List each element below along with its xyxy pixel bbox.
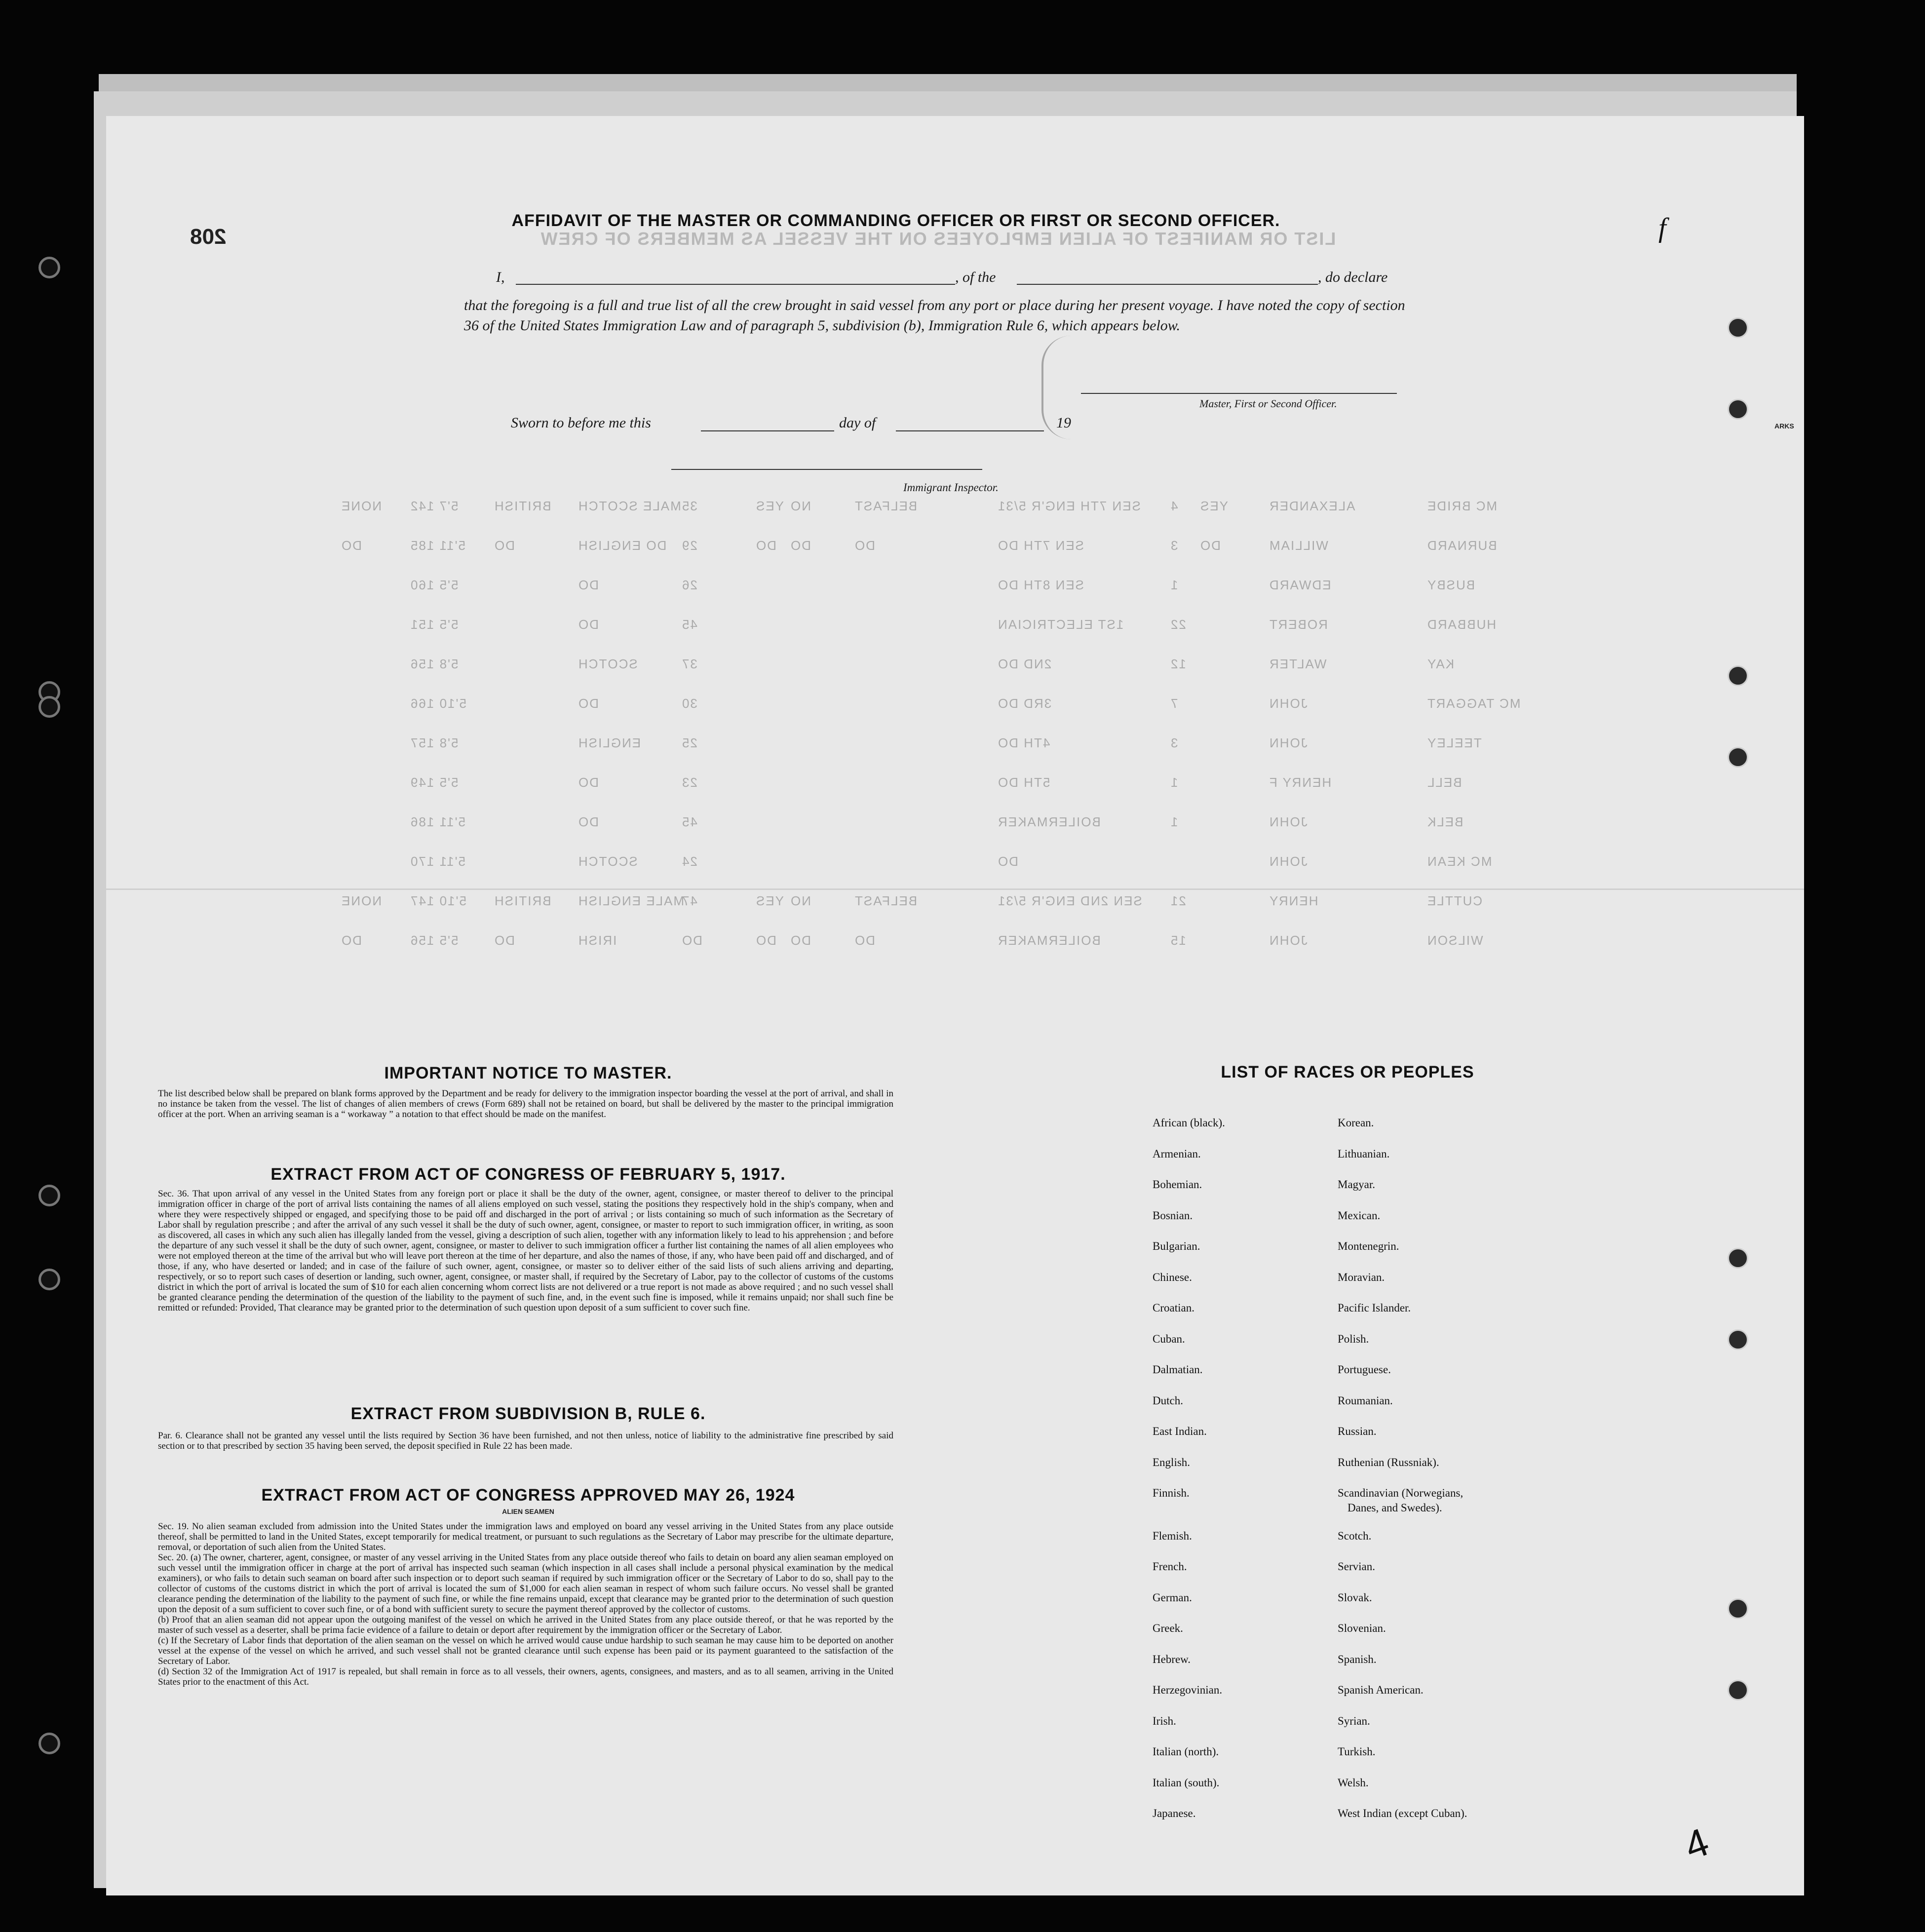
race-item: Herzegovinian. bbox=[1153, 1684, 1223, 1696]
race-item: Scandinavian (Norwegians, bbox=[1338, 1487, 1463, 1499]
bleed-cell: BELFAST bbox=[854, 499, 918, 513]
punch-hole bbox=[1728, 665, 1748, 686]
bleed-cell: TEELEY bbox=[1426, 735, 1482, 750]
bleed-cell: DO bbox=[854, 538, 875, 553]
bleed-cell: DO bbox=[341, 933, 362, 948]
bleed-cell: SCOTCH bbox=[578, 657, 638, 671]
binder-pin bbox=[38, 1185, 60, 1206]
bleed-cell: WILSON bbox=[1426, 933, 1483, 948]
sworn-day-line bbox=[701, 430, 834, 431]
bleed-cell: MC BRIDE bbox=[1426, 499, 1498, 513]
bleed-cell: BOILERMAKER bbox=[997, 814, 1101, 829]
extract-1924-subtitle: ALIEN SEAMEN bbox=[502, 1507, 554, 1515]
bleed-cell: DO bbox=[755, 933, 776, 948]
bleed-cell: SEN 7TH DO bbox=[997, 538, 1084, 553]
bleed-cell: 21 bbox=[1170, 893, 1186, 908]
master-signature-line bbox=[1081, 393, 1397, 394]
bleed-cell: 5'5 160 bbox=[410, 578, 459, 592]
bleed-cell: IRISH bbox=[578, 933, 617, 948]
race-item: Montenegrin. bbox=[1338, 1240, 1399, 1252]
bleed-cell: WILLIAM bbox=[1269, 538, 1328, 553]
bleed-cell: HUBBARD bbox=[1426, 617, 1497, 632]
bleed-cell: BOILERMAKER bbox=[997, 933, 1101, 948]
race-item: Polish. bbox=[1338, 1332, 1369, 1345]
bleed-cell: ALEXANDER bbox=[1269, 499, 1355, 513]
bleed-cell: 3 bbox=[1170, 735, 1178, 750]
bleed-cell: NO bbox=[790, 893, 811, 908]
inspector-label: Immigrant Inspector. bbox=[903, 481, 999, 494]
bleed-marks-text: ARKS bbox=[1774, 422, 1794, 430]
punch-hole bbox=[1728, 1248, 1748, 1269]
stamp-number: 208 bbox=[190, 225, 227, 249]
race-item: French. bbox=[1153, 1560, 1187, 1573]
race-item: Moravian. bbox=[1338, 1271, 1385, 1283]
bleed-cell: BELFAST bbox=[854, 893, 918, 908]
bleed-cell: DO bbox=[578, 696, 599, 711]
bleed-cell: 1 bbox=[1170, 775, 1178, 790]
race-item: East Indian. bbox=[1153, 1425, 1207, 1437]
bleed-cell: 5'8 156 bbox=[410, 657, 459, 671]
bleed-row bbox=[197, 775, 1530, 795]
bleed-cell: DO bbox=[578, 578, 599, 592]
bleed-cell: 47 bbox=[681, 893, 697, 908]
race-item: Portuguese. bbox=[1338, 1363, 1391, 1376]
race-item: Chinese. bbox=[1153, 1271, 1192, 1283]
punch-hole bbox=[1728, 1598, 1748, 1619]
bleed-cell: 1 bbox=[1170, 814, 1178, 829]
bleed-cell: 1ST ELECTRICIAN bbox=[997, 617, 1124, 632]
bleed-cell: DO ENGLISH bbox=[578, 538, 667, 553]
bleed-cell: SEN 7TH ENG'R 5/31 bbox=[997, 499, 1141, 513]
bleed-row bbox=[197, 735, 1530, 755]
race-item: Servian. bbox=[1338, 1560, 1376, 1573]
master-label: Master, First or Second Officer. bbox=[1199, 397, 1337, 410]
bleed-cell: YES bbox=[1199, 499, 1229, 513]
punch-hole bbox=[1728, 1329, 1748, 1350]
race-item: German. bbox=[1153, 1591, 1192, 1604]
punch-hole bbox=[1728, 317, 1748, 338]
race-item: Greek. bbox=[1153, 1622, 1183, 1634]
race-item: Flemish. bbox=[1153, 1529, 1192, 1542]
bleed-through-header: LIST OR MANIFEST OF ALIEN EMPLOYEES ON THE VESSEL AS MEMBERS OF CREW bbox=[539, 229, 1336, 249]
bleed-cell: DO bbox=[341, 538, 362, 553]
race-item: Syrian. bbox=[1338, 1714, 1370, 1727]
sec20d-paragraph: (d) Section 32 of the Immigration Act of 1917 is repealed, but shall remain in force as to all vessels, their owners, agents, consignees, and masters, and as to all seamen, arriving in the United States prior to the enactment of this Act. bbox=[158, 1666, 893, 1687]
race-item: English. bbox=[1153, 1456, 1191, 1468]
bleed-cell: 25 bbox=[681, 735, 697, 750]
bleed-cell: JOHN bbox=[1269, 814, 1308, 829]
affidavit-i: I, bbox=[496, 269, 505, 285]
signature-scribble bbox=[1041, 336, 1103, 439]
race-item: Turkish. bbox=[1338, 1745, 1376, 1758]
extract-rule6-text: Par. 6. Clearance shall not be granted any vessel until the lists required by Section 36 have been furnished, and not then unless, notice of liability to the administrative fine prescribed by said section or to that prescribed by section 35 having been served, the deposit specified in Rule 22 has been made. bbox=[158, 1430, 893, 1451]
sworn-prefix: Sworn to before me this bbox=[511, 415, 651, 431]
bleed-cell: HENRY F bbox=[1269, 775, 1332, 790]
race-item: Italian (south). bbox=[1153, 1776, 1220, 1789]
bleed-cell: 30 bbox=[681, 696, 697, 711]
affidavit-declare: , do declare bbox=[1318, 269, 1388, 285]
bleed-cell: DO bbox=[578, 814, 599, 829]
race-item: Scotch. bbox=[1338, 1529, 1372, 1542]
race-item: Italian (north). bbox=[1153, 1745, 1219, 1758]
bleed-cell: DO bbox=[681, 933, 702, 948]
bleed-cell: MC TAGGART bbox=[1426, 696, 1521, 711]
race-item: Korean. bbox=[1338, 1117, 1374, 1129]
races-title: LIST OF RACES OR PEOPLES bbox=[1221, 1063, 1474, 1082]
bleed-cell: MALE ENGLISH bbox=[578, 893, 685, 908]
inspector-signature-line bbox=[671, 469, 982, 470]
race-item-continued: Danes, and Swedes). bbox=[1348, 1502, 1442, 1514]
bleed-cell: 5'10 147 bbox=[410, 893, 466, 908]
sec20b-paragraph: (b) Proof that an alien seaman did not appear upon the outgoing manifest of the vessel on which he arrived in the United States from any place outside thereof, or that he was reported by the master of such vessel as a deserter, shall be prima facie evidence of a failure to detain or deport after requirement by the immigration officer or the Secretary of Labor. bbox=[158, 1615, 893, 1635]
bleed-row bbox=[197, 617, 1530, 637]
bleed-cell: DO bbox=[790, 538, 811, 553]
bleed-cell: 7 bbox=[1170, 696, 1178, 711]
bleed-cell: 22 bbox=[1170, 617, 1186, 632]
bleed-cell: SEN 2ND ENG'R 5/31 bbox=[997, 893, 1142, 908]
affidavit-paragraph: that the foregoing is a full and true list of all the crew brought in said vessel from any port or place during her present voyage. I have noted the copy of section 36 of the United States Immigration Law and of paragraph 5, subdivision (b), Immigration Rule 6, which appears below. bbox=[464, 297, 1405, 334]
race-item: Ruthenian (Russniak). bbox=[1338, 1456, 1439, 1468]
bleed-cell: 37 bbox=[681, 657, 697, 671]
bleed-cell: DO bbox=[997, 854, 1018, 869]
race-item: Russian. bbox=[1338, 1425, 1377, 1437]
binder-pin bbox=[38, 257, 60, 278]
bleed-cell: 5'11 170 bbox=[410, 854, 466, 869]
bleed-row bbox=[197, 538, 1530, 558]
bleed-cell: 5TH DO bbox=[997, 775, 1050, 790]
sec19-paragraph: Sec. 19. No alien seaman excluded from admission into the United States under the immigration laws and employed on board any vessel arriving in the United States from any place outside thereof, shall be permitted to land in the United States, except temporarily for medical treatment, or pursuant to such regulations as the Secretary of Labor may prescribe for the ultimate departure, removal, or deportation of such alien from the United States. bbox=[158, 1521, 893, 1552]
bleed-row bbox=[197, 933, 1530, 953]
bleed-cell: 4 bbox=[1170, 499, 1178, 513]
bleed-cell: KAY bbox=[1426, 657, 1455, 671]
bleed-cell: CUTTLE bbox=[1426, 893, 1483, 908]
sworn-month-line bbox=[896, 430, 1044, 431]
bleed-cell: MC KEAN bbox=[1426, 854, 1492, 869]
bleed-cell: DO bbox=[1199, 538, 1221, 553]
binder-pin bbox=[38, 1733, 60, 1754]
binder-pin bbox=[38, 696, 60, 718]
affidavit-of-the: , of the bbox=[955, 269, 996, 285]
bleed-cell: 26 bbox=[681, 578, 697, 592]
bleed-cell: ROBERT bbox=[1269, 617, 1328, 632]
bleed-cell: WALTER bbox=[1269, 657, 1327, 671]
bleed-cell: BURNARD bbox=[1426, 538, 1497, 553]
bleed-cell: 5'10 166 bbox=[410, 696, 466, 711]
punch-hole bbox=[1728, 747, 1748, 768]
sworn-year: 19 bbox=[1056, 415, 1071, 431]
sec20a-paragraph: Sec. 20. (a) The owner, charterer, agent, consignee, or master of any vessel arriving in the United States from any place outside thereof who fails to detain on board any alien seaman employed on such vessel until the immigration officer in charge at the port of arrival has inspected such seaman (which inspection in all cases shall include a personal physical examination by the medical examiners), or who fails to detain such seaman on board after such inspection or to deport such seaman if required by such immigration officer or the Secretary of Labor to do so, shall pay to the collector of customs of the customs district in which the port of arrival is located the sum of $1,000 for each alien seaman in respect of whom such failure occurs. No vessel shall be granted clearance pending the determination of the liability to the payment of such fine, or while the fine remains unpaid, except that clearance may be granted prior to the determination of such question upon the deposit of a sum sufficient to cover such fine, or of a bond with sufficient surety to secure the payment thereof approved by the collector of customs. bbox=[158, 1552, 893, 1615]
bleed-cell: 35 bbox=[681, 499, 697, 513]
notice-text: The list described below shall be prepared on blank forms approved by the Department and be ready for delivery to the immigration inspector boarding the vessel at the port of arrival, and shall in no instance be taken from the vessel. The list of changes of alien members of crews (Form 689) shall not be retained on board, but shall be delivered by the master to the principal immigration officer at the port. When an arriving seaman is a “ workaway ” a notation to that effect should be made on the manifest. bbox=[158, 1088, 893, 1120]
bleed-cell: EDWARD bbox=[1269, 578, 1331, 592]
bleed-cell: 45 bbox=[681, 814, 697, 829]
race-item: Armenian. bbox=[1153, 1147, 1201, 1160]
extract-1924-text bbox=[158, 1521, 893, 1687]
bleed-cell: BELL bbox=[1426, 775, 1462, 790]
sworn-day-of: day of bbox=[839, 415, 876, 431]
corner-handwritten-mark: f bbox=[1658, 213, 1666, 243]
bleed-cell: 3 bbox=[1170, 538, 1178, 553]
bleed-row bbox=[197, 854, 1530, 874]
bleed-cell: NONE bbox=[341, 499, 382, 513]
bleed-cell: YES bbox=[755, 499, 784, 513]
race-item: Slovenian. bbox=[1338, 1622, 1386, 1634]
race-item: Magyar. bbox=[1338, 1178, 1376, 1191]
binder-pin bbox=[38, 1269, 60, 1290]
bleed-cell: 2ND DO bbox=[997, 657, 1052, 671]
bleed-cell: JOHN bbox=[1269, 735, 1308, 750]
race-item: Welsh. bbox=[1338, 1776, 1369, 1789]
bleed-cell: ENGLISH bbox=[578, 735, 641, 750]
bleed-cell: JOHN bbox=[1269, 854, 1308, 869]
bleed-cell: BELK bbox=[1426, 814, 1463, 829]
bleed-through-manifest bbox=[197, 499, 1530, 972]
bleed-cell: DO bbox=[578, 617, 599, 632]
bleed-cell: 45 bbox=[681, 617, 697, 632]
race-item: Finnish. bbox=[1153, 1487, 1190, 1499]
bleed-cell: HENRY bbox=[1269, 893, 1318, 908]
bleed-cell: NONE bbox=[341, 893, 382, 908]
bleed-cell: SEN 8TH DO bbox=[997, 578, 1084, 592]
bleed-cell: 12 bbox=[1170, 657, 1186, 671]
bleed-cell: 5'11 186 bbox=[410, 814, 466, 829]
bleed-cell: 5'5 156 bbox=[410, 933, 459, 948]
bleed-row bbox=[197, 499, 1530, 518]
bleed-cell: BUSBY bbox=[1426, 578, 1475, 592]
bleed-cell: JOHN bbox=[1269, 696, 1308, 711]
bleed-cell: 5'5 149 bbox=[410, 775, 459, 790]
extract-1924-title: EXTRACT FROM ACT OF CONGRESS APPROVED MAY 26, 1924 bbox=[261, 1486, 795, 1505]
bleed-row bbox=[197, 657, 1530, 676]
bleed-cell: DO bbox=[494, 538, 515, 553]
bleed-cell: BRITISH bbox=[494, 499, 551, 513]
extract-1917-title: EXTRACT FROM ACT OF CONGRESS OF FEBRUARY 5, 1917. bbox=[270, 1165, 786, 1184]
race-item: Lithuanian. bbox=[1338, 1147, 1390, 1160]
bleed-cell: JOHN bbox=[1269, 933, 1308, 948]
race-item: Pacific Islander. bbox=[1338, 1302, 1411, 1314]
bleed-cell: 23 bbox=[681, 775, 697, 790]
extract-rule6-title: EXTRACT FROM SUBDIVISION B, RULE 6. bbox=[350, 1404, 706, 1423]
bleed-cell: 5'7 142 bbox=[410, 499, 459, 513]
bleed-cell: MALE SCOTCH bbox=[578, 499, 681, 513]
bleed-cell: YES bbox=[755, 893, 784, 908]
fold-line bbox=[106, 889, 1804, 890]
race-item: Hebrew. bbox=[1153, 1653, 1191, 1665]
extract-1917-text: Sec. 36. That upon arrival of any vessel in the United States from any foreign port or place it shall be the duty of the owner, agent, consignee, or master thereof to deliver to the principal immigration officer in charge of the port of arrival lists containing the names of all aliens employed on such vessel, stating the positions they respectively hold in the ship's company, when and where they were respectively shipped or engaged, and specifying those to be paid off and discharged in the port of arrival ; or lists containing so much of such information as the Secretary of Labor shall by regulation prescribe ; and after the arrival of any such vessel it shall be the duty of such owner, agent, consignee, or master to report to such immigration officer, in writing, as soon as discovered, all cases in which any such alien has illegally landed from the vessel, giving a description of such alien, together with any information likely to lead to his apprehension ; and before the departure of any such vessel it shall be the duty of such owner, agent, consignee, or master to deliver to such immigration officer a further list containing the names of all alien employees who were not employed thereon at the time of the arrival but who will leave port thereon at the time of her departure, and also the names of those, if any, who have been paid off and discharged, and of those, if any, who have deserted or landed; and in case of the failure of such owner, agent, consignee, or master so to deliver either of the said lists of such aliens arriving and departing, respectively, or so to report such cases of desertion or landing, such owner, agent, consignee, or master shall, if required by the Secretary of Labor, pay to the collector of customs of the customs district in which the port of arrival is located the sum of $10 for each alien concerning whom correct lists are not delivered or a true report is not made as above required ; and no such vessel shall be granted clearance pending the determination of the question of the liability to the payment of such fine, and, in the event such fine is imposed, while it remains unpaid; nor shall such fine be remitted or refunded: Provided, That clearance may be granted prior to the determination of such question upon deposit of a sum sufficient to cover such fine. bbox=[158, 1189, 893, 1313]
punch-hole bbox=[1728, 1680, 1748, 1700]
bleed-row bbox=[197, 814, 1530, 834]
race-item: Dalmatian. bbox=[1153, 1363, 1203, 1376]
punch-hole bbox=[1728, 399, 1748, 420]
bleed-cell: BRITISH bbox=[494, 893, 551, 908]
race-item: African (black). bbox=[1153, 1117, 1225, 1129]
race-item: Mexican. bbox=[1338, 1209, 1381, 1222]
race-item: Bulgarian. bbox=[1153, 1240, 1200, 1252]
bleed-cell: 5'5 151 bbox=[410, 617, 459, 632]
bleed-cell: 5'8 157 bbox=[410, 735, 459, 750]
race-item: Irish. bbox=[1153, 1714, 1176, 1727]
bleed-cell: SCOTCH bbox=[578, 854, 638, 869]
race-item: Spanish American. bbox=[1338, 1684, 1424, 1696]
notice-title: IMPORTANT NOTICE TO MASTER. bbox=[384, 1064, 672, 1082]
bleed-row bbox=[197, 696, 1530, 716]
bleed-cell: DO bbox=[854, 933, 875, 948]
race-item: Dutch. bbox=[1153, 1394, 1183, 1407]
race-item: Cuban. bbox=[1153, 1332, 1185, 1345]
race-item: Bosnian. bbox=[1153, 1209, 1193, 1222]
race-item: West Indian (except Cuban). bbox=[1338, 1807, 1467, 1819]
master-name-line bbox=[516, 284, 955, 285]
bleed-cell: 15 bbox=[1170, 933, 1186, 948]
bleed-cell: DO bbox=[494, 933, 515, 948]
bleed-cell: 4TH DO bbox=[997, 735, 1050, 750]
race-item: Roumanian. bbox=[1338, 1394, 1393, 1407]
bleed-cell: 3RD DO bbox=[997, 696, 1052, 711]
bleed-cell: 5'11 185 bbox=[410, 538, 466, 553]
handwritten-page-number: 4 bbox=[1678, 1819, 1715, 1868]
race-item: Bohemian. bbox=[1153, 1178, 1202, 1191]
bleed-cell: DO bbox=[578, 775, 599, 790]
vessel-name-line bbox=[1017, 284, 1318, 285]
bleed-cell: 1 bbox=[1170, 578, 1178, 592]
race-item: Croatian. bbox=[1153, 1302, 1194, 1314]
race-item: Spanish. bbox=[1338, 1653, 1377, 1665]
bleed-cell: DO bbox=[790, 933, 811, 948]
bleed-row bbox=[197, 578, 1530, 597]
affidavit-title: AFFIDAVIT OF THE MASTER OR COMMANDING OFFICER OR FIRST OR SECOND OFFICER. bbox=[511, 211, 1280, 230]
race-item: Slovak. bbox=[1338, 1591, 1372, 1604]
bleed-cell: DO bbox=[755, 538, 776, 553]
bleed-cell: NO bbox=[790, 499, 811, 513]
sec20c-paragraph: (c) If the Secretary of Labor finds that deportation of the alien seaman on the vessel on which he arrived would cause undue hardship to such seaman he may cause him to be deported on another vessel at the expense of the vessel on which he arrived, and such vessel shall not be granted clearance until such expense has been paid or its payment guaranteed to the satisfaction of the Secretary of Labor. bbox=[158, 1635, 893, 1666]
bleed-row bbox=[197, 893, 1530, 913]
bleed-cell: 24 bbox=[681, 854, 697, 869]
race-item: Japanese. bbox=[1153, 1807, 1196, 1819]
bleed-cell: 29 bbox=[681, 538, 697, 553]
